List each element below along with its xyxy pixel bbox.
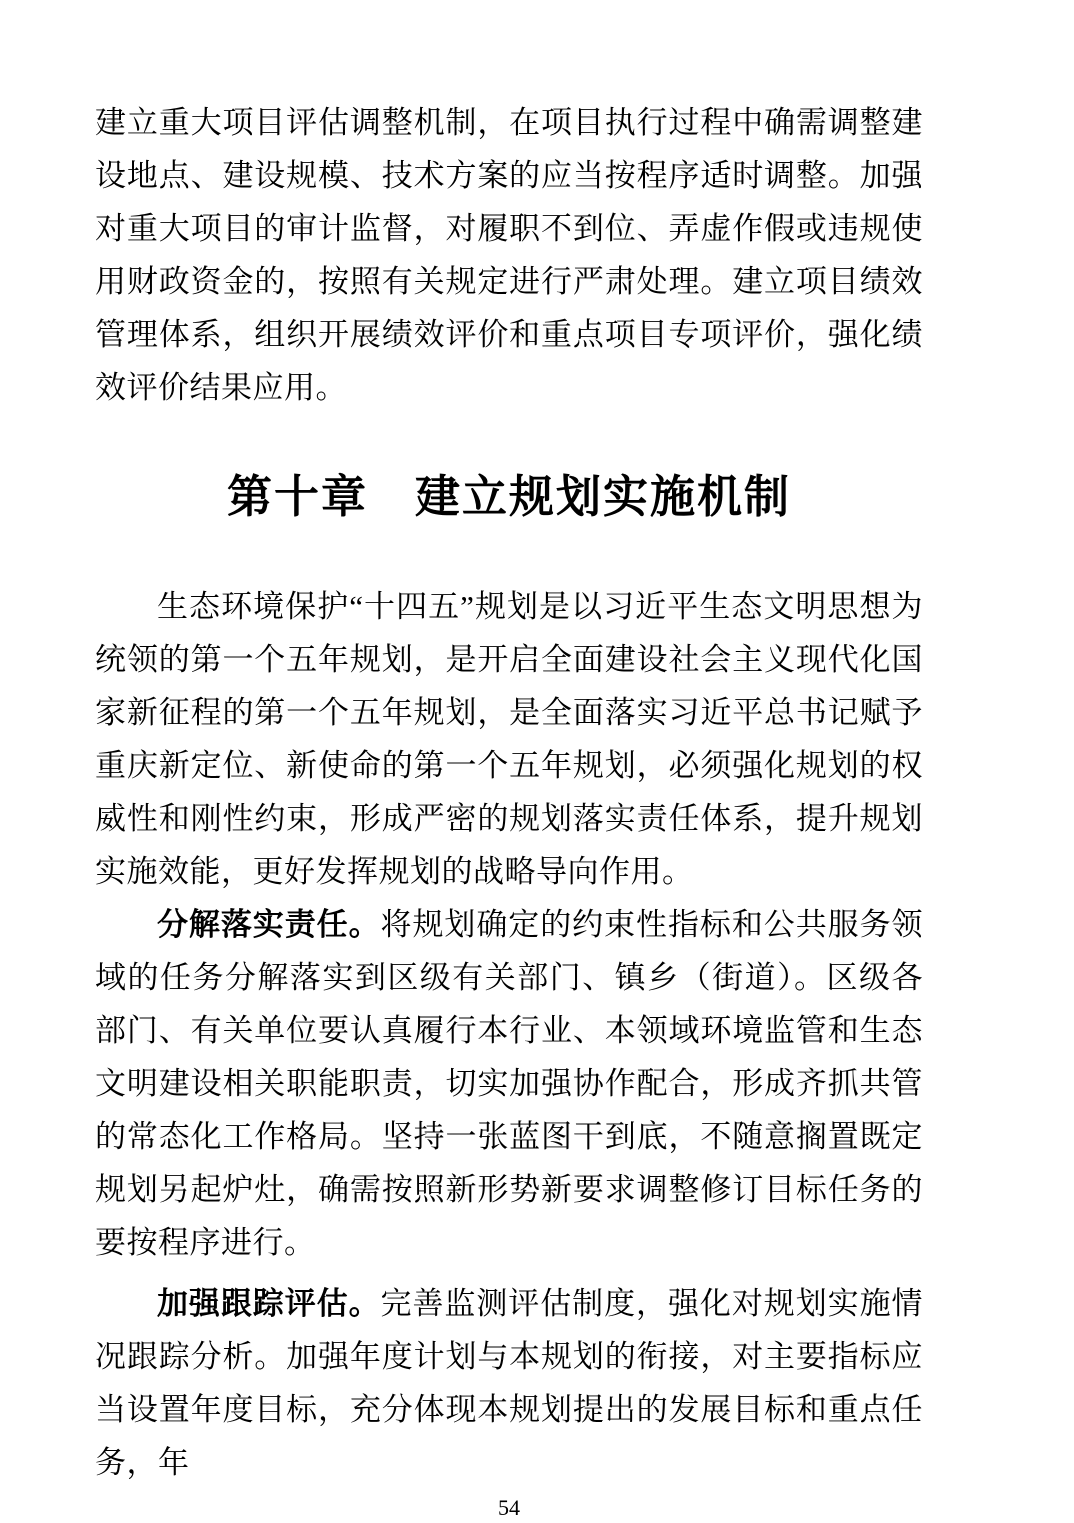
paragraph-lead-bold: 加强跟踪评估。 [157, 1286, 381, 1321]
chapter-heading: 第十章 建立规划实施机制 [226, 472, 791, 522]
page-number: 54 [498, 1495, 520, 1520]
paragraph-text: 生态环境保护“十四五”规划是以习近平生态文明思想为统领的第一个五年规划，是开启全面建设社会主义现代化国家新征程的第一个五年规划，是全面落实习近平总书记赋予重庆新定位、新使命的第一个五年规划，必须强化规划的权威性和刚性约束，形成严密的规划落实责任体系，提升规划实施效能，更好发挥规划的战略导向作用。 [95, 589, 923, 889]
paragraph-evaluation [95, 1277, 923, 1489]
document-page [95, 0, 923, 1523]
paragraph-responsibility [95, 898, 923, 1269]
paragraph-text: 完善监测评估制度，强化对规划实施情况跟踪分析。加强年度计划与本规划的衔接，对主要指标应当设置年度目标，充分体现本规划提出的发展目标和重点任务，年 [95, 1286, 924, 1480]
paragraph-lead-bold: 分解落实责任。 [157, 907, 381, 942]
paragraph-plan-overview [95, 580, 923, 898]
paragraph-text: 建立重大项目评估调整机制，在项目执行过程中确需调整建设地点、建设规模、技术方案的应当按程序适时调整。加强对重大项目的审计监督，对履职不到位、弄虚作假或违规使用财政资金的，按照有关规定进行严肃处理。建立项目绩效管理体系，组织开展绩效评价和重点项目专项评价，强化绩效评价结果应用。 [95, 105, 923, 405]
paragraph-text: 将规划确定的约束性指标和公共服务领域的任务分解落实到区级有关部门、镇乡（街道）。区级各部门、有关单位要认真履行本行业、本领域环境监管和生态文明建设相关职能职责，切实加强协作配合，形成齐抓共管的常态化工作格局。坚持一张蓝图干到底，不随意搁置既定规划另起炉灶，确需按照新形势新要求调整修订目标任务的要按程序进行。 [95, 907, 924, 1260]
paragraph-continuation [95, 96, 923, 414]
